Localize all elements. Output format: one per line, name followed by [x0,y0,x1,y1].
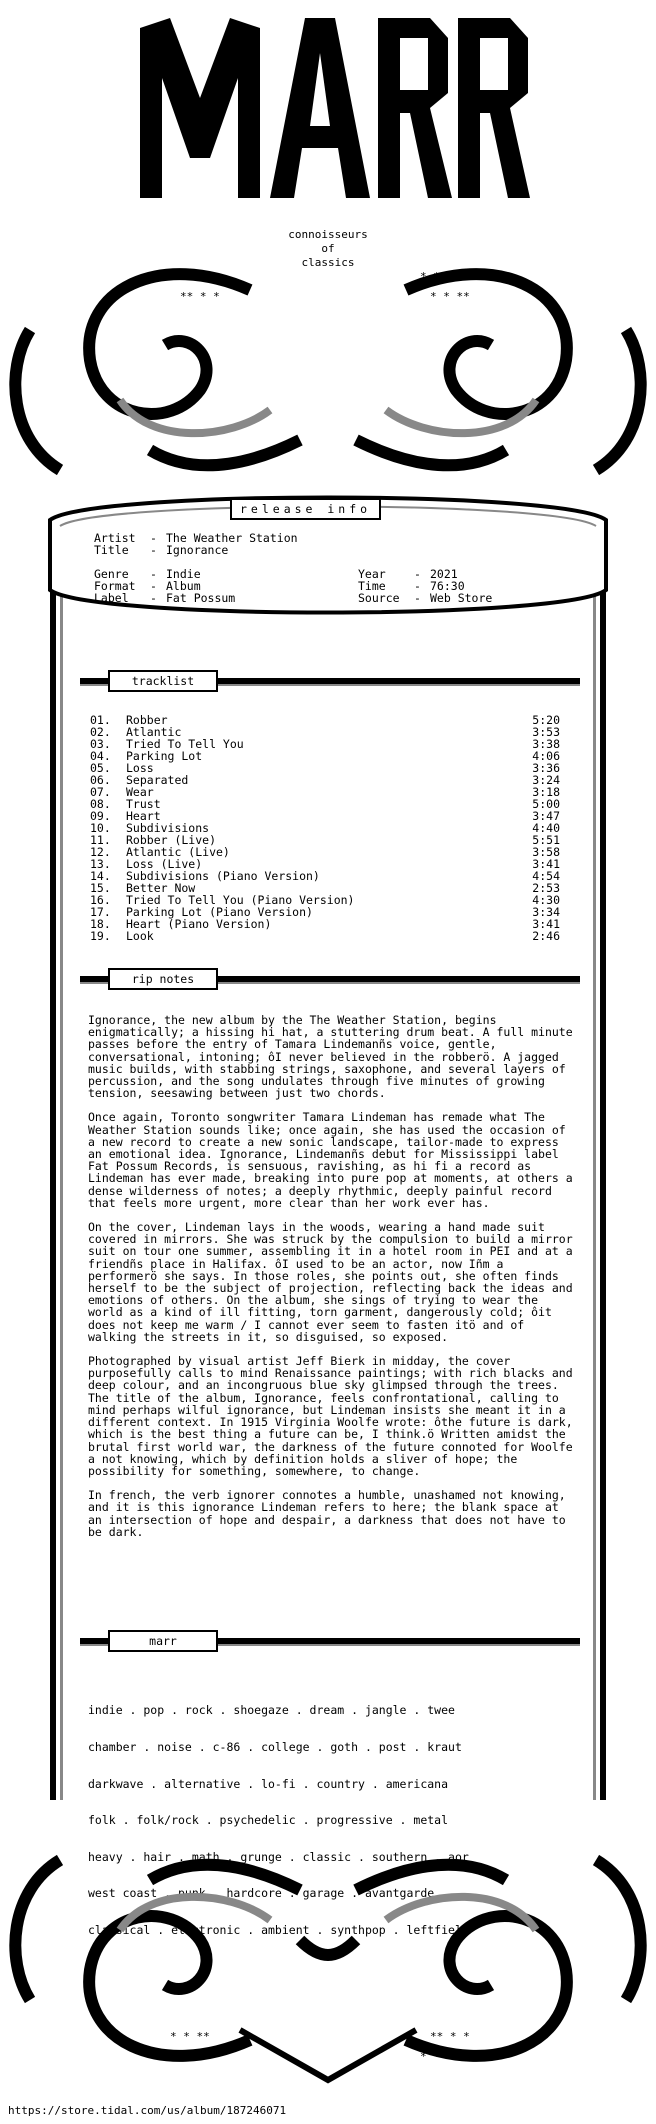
rip-notes-heading: rip notes [108,968,218,990]
frame-right-inner [593,560,596,1800]
title-sep: - [150,543,157,557]
tag-line: heavy . hair . math . grunge . classic . southern . aor [88,1849,469,1864]
track-time: 4:06 [532,749,560,763]
artist-sep: - [150,531,157,545]
track-number: 05. [90,761,111,775]
track-time: 3:47 [532,809,560,823]
source-url-link[interactable]: https://store.tidal.com/us/album/187246071 [8,2104,287,2117]
svg-text:* *** *: * *** * [420,270,467,283]
tracklist-header [80,672,580,690]
track-number: 03. [90,737,111,751]
rip-notes-paragraph: Once again, Toronto songwriter Tamara Lindeman has remade what The Weather Station sounds like; once again, she has used the occasion of a new record to create a new sonic landscape, tailor-made to express an emotional idea. Ignorance, Lindemanñs debut for Mississippi label Fat Possum Records, is sensuous, ravishing, as hi fi a record as Lindeman has ever made, breaking into pure pop at moments, at others a dense wilderness of notes; a deeply rhythmic, deeply painful record that feels more urgent, more clear than her work ever has. [88,1110,573,1210]
tag-line: folk . folk/rock . psychedelic . progressive . metal [88,1813,449,1828]
track-title: Subdivisions [126,821,210,835]
svg-text:* * **: * * ** [430,290,470,303]
artist-value: The Weather Station [166,531,298,545]
track-title: Atlantic (Live) [126,845,230,859]
rip-notes-paragraph: Ignorance, the new album by the The Weather Station, begins enigmatically; a hissing hi hat, a stuttering drum beat. A full minute passes before the entry of Tamara Lindemanñs voice, gentle, conversational, intoning; ôI never believed in the robberö. A jagged music builds, with stabbing strings, saxophone, and several layers of percussion, and the song undulates through five minutes of growing tension, seesawing between just two chords. [88,1013,573,1101]
track-number: 13. [90,857,111,871]
track-number: 07. [90,785,111,799]
track-title: Better Now [126,881,196,895]
track-time: 4:54 [532,869,560,883]
genre-value: Indie [166,567,201,581]
time-value: 76:30 [430,579,465,593]
tag-line: darkwave . alternative . lo-fi . country . americana [88,1776,449,1791]
tagline-line: classics [301,256,355,269]
tag-line: classical . electronic . ambient . synthpop . leftfield [88,1923,469,1938]
track-number: 15. [90,881,111,895]
tag-line: chamber . noise . c-86 . college . goth . post . kraut [88,1740,462,1755]
track-title: Trust [126,797,161,811]
track-time: 3:36 [532,761,560,775]
genre-sep: - [150,567,157,581]
track-row [90,930,560,942]
genre-row [94,568,564,580]
track-time: 5:00 [532,797,560,811]
release-info-block [94,532,564,604]
tag-line: west coast . punk . hardcore . garage . avantgarde . [88,1886,449,1901]
label-value: Fat Possum [166,591,236,605]
top-ornament [0,250,656,490]
track-number: 18. [90,917,111,931]
label-sep: - [150,591,157,605]
track-row [90,750,560,762]
bottom-ornament [0,1790,656,2090]
rip-notes-body [88,1014,578,1550]
track-title: Robber [126,713,168,727]
track-row [90,918,560,930]
track-title: Separated [126,773,189,787]
track-time: 3:41 [532,917,560,931]
year-value: 2021 [430,567,458,581]
time-sep: - [414,579,421,593]
track-time: 4:40 [532,821,560,835]
marr-logo [130,8,530,208]
track-number: 09. [90,809,111,823]
rip-notes-paragraph: On the cover, Lindeman lays in the woods, wearing a hand made suit covered in mirrors. She was struck by the compulsion to build a mirror suit on tour one summer, assembling it in a hotel room in PEI and at a friendñs place in Halifax. ôI used to be an actor, now Iñm a performerö she says. In those roles, she points out, she often finds herself to be the subject of projection, reflecting back the ideas and emotions of others. On the album, she sings of trying to wear the world as a kind of ill fitting, torn garment, dangerously cold; ôit does not keep me warm / I cannot ever seem to fasten itö and of walking the streets in it, so disguised, so exposed. [88,1220,573,1344]
title-value: Ignorance [166,543,229,557]
track-time: 3:38 [532,737,560,751]
track-number: 17. [90,905,111,919]
track-number: 02. [90,725,111,739]
track-number: 12. [90,845,111,859]
track-title: Loss (Live) [126,857,203,871]
tagline-line: connoisseurs [288,228,368,241]
track-row [90,774,560,786]
tagline-line: of [321,242,335,255]
track-number: 10. [90,821,111,835]
rip-notes-paragraph: In french, the verb ignorer connotes a humble, unashamed not knowing, and it is this ignorance Lindeman refers to here; the blank space at an intersection of hope and despair, a darkness that does not have to be dark. [88,1488,566,1539]
track-time: 3:18 [532,785,560,799]
artist-label: Artist [94,531,136,545]
label-label: Label [94,591,129,605]
track-time: 5:51 [532,833,560,847]
track-title: Subdivisions (Piano Version) [126,869,320,883]
format-label: Format [94,579,136,593]
source-sep: - [414,591,421,605]
rip-notes-header [80,970,580,988]
genre-label: Genre [94,567,129,581]
track-title: Loss [126,761,154,775]
track-title: Heart (Piano Version) [126,917,272,931]
track-title: Atlantic [126,725,182,739]
label-row [94,592,564,604]
track-title: Parking Lot (Piano Version) [126,905,313,919]
source-value: Web Store [430,591,493,605]
release-info-heading: release info [230,498,381,520]
track-title: Tried To Tell You [126,737,244,751]
track-time: 2:46 [532,929,560,943]
track-title: Wear [126,785,154,799]
track-number: 16. [90,893,111,907]
format-row [94,580,564,592]
track-number: 08. [90,797,111,811]
track-time: 3:53 [532,725,560,739]
track-time: 2:53 [532,881,560,895]
track-time: 3:34 [532,905,560,919]
track-number: 04. [90,749,111,763]
marr-heading: marr [108,1630,218,1652]
track-title: Tried To Tell You (Piano Version) [126,893,355,907]
frame-left-inner [60,560,63,1800]
track-time: 3:58 [532,845,560,859]
year-label: Year [358,567,386,581]
frame-left-outer [50,560,56,1800]
track-number: 11. [90,833,111,847]
svg-text:* *** *: * *** * [150,2050,197,2063]
year-sep: - [414,567,421,581]
time-label: Time [358,579,386,593]
track-title: Look [126,929,154,943]
format-sep: - [150,579,157,593]
frame-right-outer [600,560,606,1800]
track-time: 4:30 [532,893,560,907]
track-title: Parking Lot [126,749,203,763]
track-title: Robber (Live) [126,833,217,847]
format-value: Album [166,579,201,593]
svg-text:** * *: ** * * [180,290,220,303]
track-time: 5:20 [532,713,560,727]
rip-notes-paragraph: Photographed by visual artist Jeff Bierk in midday, the cover purposefully calls to mind Renaissance paintings; with rich blacks and deep colour, and an incongruous blue sky glimpsed through the trees. The title of the album, Ignorance, feels confrontational, calling to mind perhaps wilful ignorance, but Lindeman insists she meant it in a different context. In 1915 Virginia Woolfe wrote: ôthe future is dark, which is the best thing a future can be, I think.ö Written amidst the brutal first world war, the darkness of the future connoted for Woolfe a not knowing, which by definition holds a sliver of hope; the possibility for something, somewhere, to change. [88,1354,573,1478]
track-time: 3:24 [532,773,560,787]
title-label: Title [94,543,129,557]
track-number: 14. [90,869,111,883]
title-row [94,544,564,556]
track-number: 01. [90,713,111,727]
track-time: 3:41 [532,857,560,871]
svg-text:** * *: ** * * [430,2030,470,2043]
track-number: 19. [90,929,111,943]
source-label: Source [358,591,400,605]
tracklist-heading: tracklist [108,670,218,692]
svg-text:* * **: * * ** [170,2030,210,2043]
svg-text:* *** *: * *** * [420,2050,467,2063]
track-title: Heart [126,809,161,823]
marr-header [80,1632,580,1650]
artist-row [94,532,564,544]
tag-line: indie . pop . rock . shoegaze . dream . jangle . twee [88,1703,455,1718]
track-number: 06. [90,773,111,787]
svg-text:* *** *: * *** * [150,270,197,283]
